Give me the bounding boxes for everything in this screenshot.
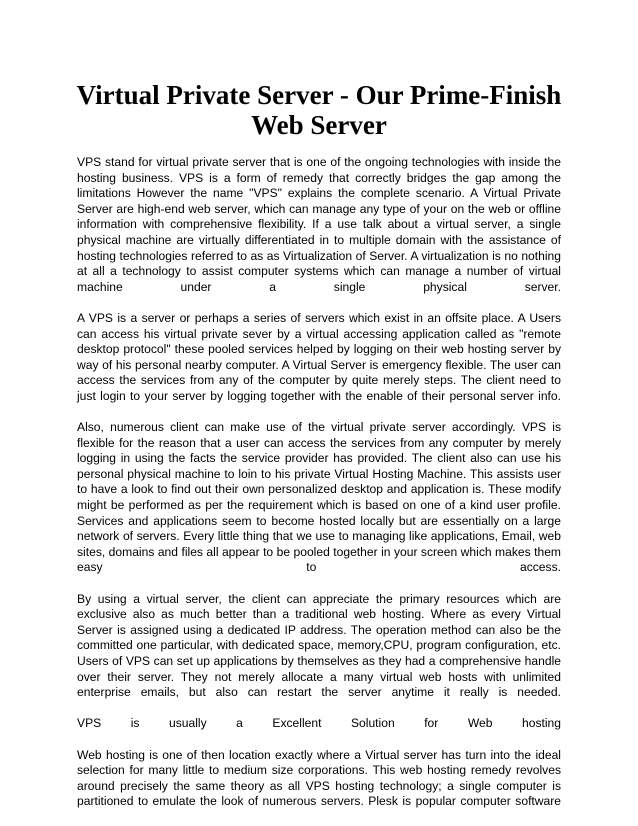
paragraph-4: By using a virtual server, the client can appreciate the primary resources which are exclusive also as much better than a traditional web hosting. Where as every Virtual Server is assigned using a dedicated IP address. The operation method can also be the committed one particular, with dedicated space, memory,CPU, program configuration, etc. Users of VPS can set up applications by themselves as they had a comprehensive handle over their server. They not merely allocate a many virtual web hosts with unlimited enterprise emails, but also can restart the server anytime it really is needed. <box>77 591 561 700</box>
paragraph-6: Web hosting is one of then location exactly where a Virtual server has turn into the ideal selection for many little to medium size corporations. This web hosting remedy revolves around precisely the same theory as all VPS hosting technology; a single computer is partitioned to emulate the look of numerous servers. Plesk is popular computer software <box>77 747 561 809</box>
paragraph-3: Also, numerous client can make use of the virtual private server accordingly. VPS is flexible for the reason that a user can access the services from any computer by merely logging in using the facts the service provider has provided. The client also can use his personal physical machine to loin to his private Virtual Hosting Machine. This assists user to have a look to find out their own personalized desktop and application is. These modify might be performed as per the requirement which is based on one of a kind user profile. Services and applications seem to become hosted locally but are essentially on a large network of servers. Every little thing that we use to managing like applications, Email, web sites, domains and files all appear to be pooled together in your screen which makes them easy to access. <box>77 420 561 575</box>
paragraph-2: A VPS is a server or perhaps a series of servers which exist in an offsite place. A Users can access his virtual private sever by a virtual accessing application called as "remote desktop protocol" these pooled services helped by logging on their web hosting server by way of his personal nearby computer. A Virtual Server is emergency flexible. The user can access the services from any of the computer by quite merely steps. The client need to just login to your server by logging together with the enable of their personal server info. <box>77 310 561 403</box>
paragraph-5: VPS is usually a Excellent Solution for Web hosting <box>77 716 561 731</box>
paragraph-1: VPS stand for virtual private server that is one of the ongoing technologies with inside the hosting business. VPS is a form of remedy that correctly bridges the gap among the limitations However the name "VPS" explains the complete scenario. A Virtual Private Server are high-end web server, which can manage any type of your on the web or offline information with comprehensive flexibility. If a use talk about a virtual server, a single physical machine are virtually differentiated in to multiple domain with the assistance of hosting technologies referred to as as Virtualization of Server. A virtualization is no nothing at all a technology to assist computer systems which can manage a number of virtual machine under a single physical server. <box>77 155 561 294</box>
document-body <box>77 155 561 810</box>
document-title: Virtual Private Server - Our Prime-Finish Web Server <box>76 80 562 140</box>
